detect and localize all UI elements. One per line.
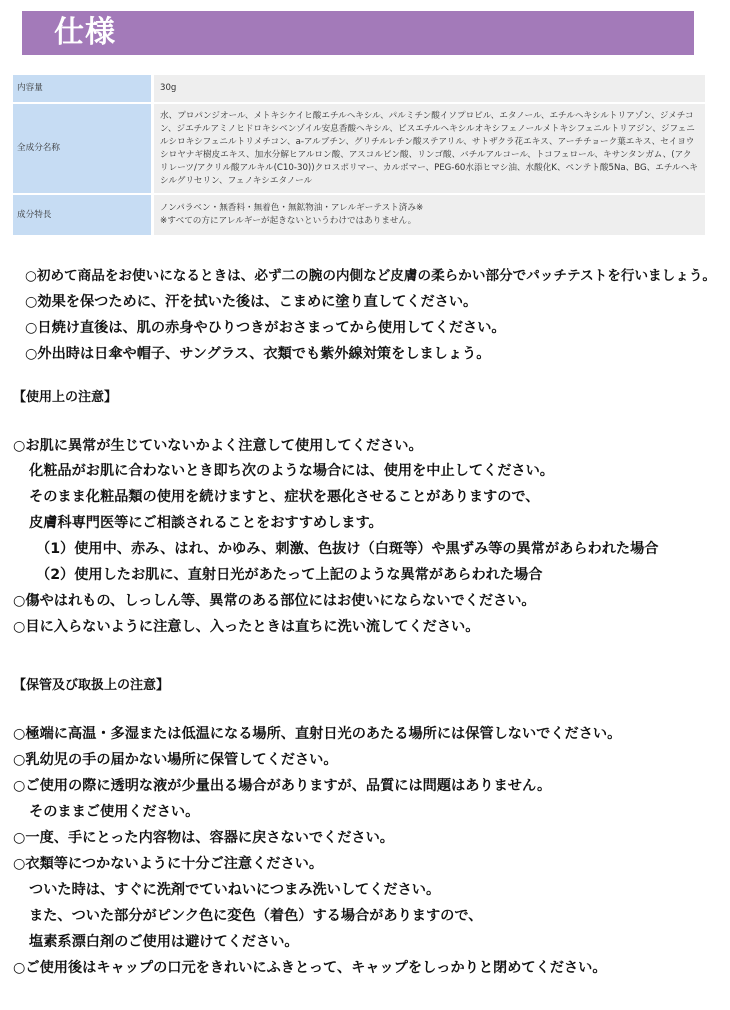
list-item: 皮膚科専門医等にご相談されることをおすすめします。	[29, 515, 383, 531]
section-title: 仕様	[54, 15, 116, 50]
storage-heading: 【保管及び取扱上の注意】	[13, 678, 170, 693]
list-item: そのまま化粧品類の使用を続けますと、症状を悪化させることがありますので、	[29, 489, 540, 505]
spec-value	[151, 195, 705, 237]
list-item: ○外出時は日傘や帽子、サングラス、衣類でも紫外線対策をしましょう。	[25, 346, 491, 362]
list-item: ○目に入らないように注意し、入ったときは直ちに洗い流してください。	[13, 619, 480, 635]
list-item: ○ご使用の際に透明な液が少量出る場合がありますが、品質には問題はありません。	[13, 778, 552, 794]
list-item: ○極端に高温・多湿または低温になる場所、直射日光のあたる場所には保管しないでください。	[13, 726, 622, 742]
list-item: ○衣類等につかないように十分ご注意ください。	[13, 856, 324, 872]
list-item: 化粧品がお肌に合わないとき即ち次のような場合には、使用を中止してください。	[29, 463, 554, 479]
list-item: ついた時は、すぐに洗剤でていねいにつまみ洗いしてください。	[29, 882, 441, 898]
spec-row-content-volume	[13, 75, 705, 104]
list-item: （1）使用中、赤み、はれ、かゆみ、刺激、色抜け（白斑等）や黒ずみ等の異常があらわれた場合	[36, 541, 659, 557]
feature-note: ※すべての方にアレルギーが起きないというわけではありません。	[160, 216, 417, 226]
list-item: ○初めて商品をお使いになるときは、必ず二の腕の内側など皮膚の柔らかい部分でパッチテストを行いましょう。	[25, 268, 717, 284]
list-item: ○乳幼児の手の届かない場所に保管してください。	[13, 752, 338, 768]
list-item: ○ご使用後はキャップの口元をきれいにふきとって、キャップをしっかりと閉めてください。	[13, 960, 607, 976]
list-item: ○一度、手にとった内容物は、容器に戻さないでください。	[13, 830, 394, 846]
spec-value: 水、プロパンジオール、メトキシケイヒ酸エチルヘキシル、パルミチン酸イソプロピル、エタノール、エチルヘキシルトリアゾン、ジメチコン、ジエチルアミノヒドロキシベンゾイル安息香酸ヘキシル、ビスエチルヘキシルオキシフェノールメトキシフェニルトリアジン、ジフェニルシロキシフェニルトリメチコン、a-アルブチン、グリチルレチン酸ステアリル、サトザクラ花エキス、アーチチョーク葉エキス、セイヨウシロヤナギ樹皮エキス、加水分解ヒアルロン酸、アスコルビン酸、リンゴ酸、バチルアルコール、トコフェロール、キサンタンガム、(アクリレーツ/アクリル酸アルキル(C10-30))クロスポリマー、カルボマー、PEG-60水添ヒマシ油、水酸化K、ペンテト酸5Na、BG、エチルヘキシルグリセリン、フェノキシエタノール	[151, 104, 705, 195]
list-item: そのままご使用ください。	[29, 804, 200, 820]
list-item: ○日焼け直後は、肌の赤身やひりつきがおさまってから使用してください。	[25, 320, 506, 336]
list-item: （2）使用したお肌に、直射日光があたって上記のような異常があらわれた場合	[36, 567, 543, 583]
feature-text: ノンパラベン・無香料・無着色・無鉱物油・アレルギーテスト済み※	[160, 203, 424, 213]
spec-value: 30g	[151, 75, 705, 104]
list-item: ○傷やはれもの、しっしん等、異常のある部位にはお使いにならないでください。	[13, 593, 536, 609]
spec-row-ingredients	[13, 104, 705, 195]
spec-label: 内容量	[13, 75, 151, 104]
list-item: 塩素系漂白剤のご使用は避けてください。	[29, 934, 299, 950]
spec-row-features	[13, 195, 705, 237]
spec-label: 成分特長	[13, 195, 151, 237]
spec-table	[13, 75, 705, 237]
spec-label: 全成分名称	[13, 104, 151, 195]
list-item: ○お肌に異常が生じていないかよく注意して使用してください。	[13, 438, 423, 454]
section-header	[22, 11, 694, 55]
list-item: また、ついた部分がピンク色に変色（着色）する場合がありますので、	[29, 908, 483, 924]
list-item: ○効果を保つために、汗を拭いた後は、こまめに塗り直してください。	[25, 294, 478, 310]
usage-heading: 【使用上の注意】	[13, 390, 118, 405]
